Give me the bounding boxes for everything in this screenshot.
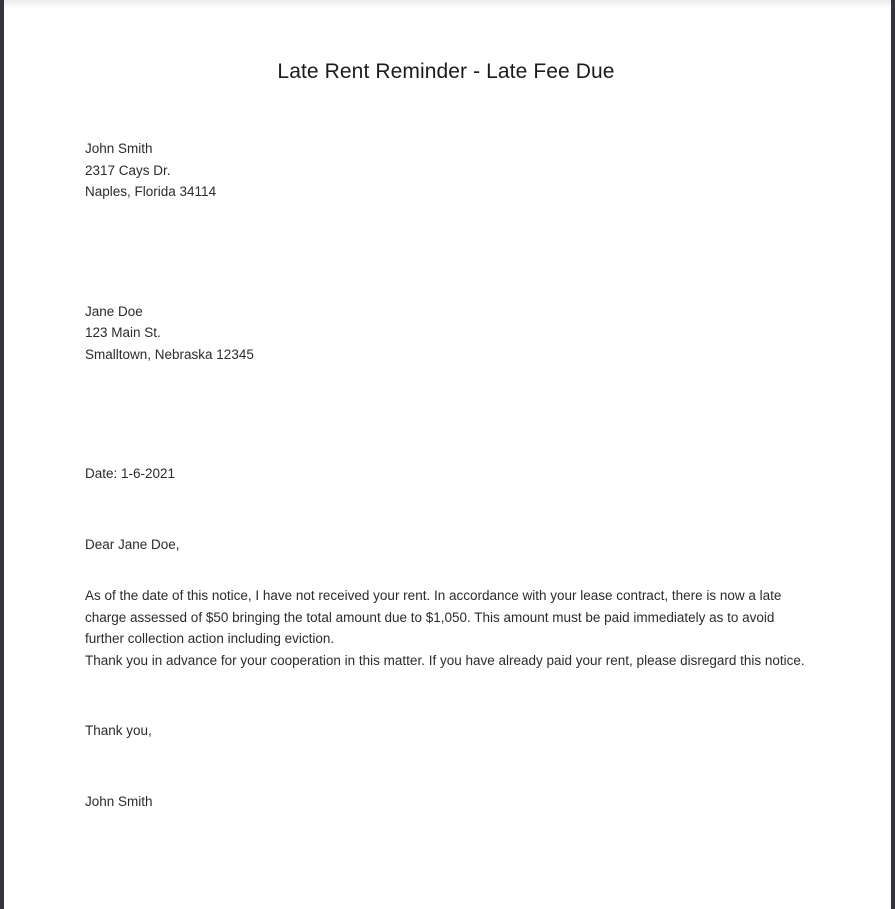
sender-name: John Smith <box>85 141 153 157</box>
date-line: Date: 1-6-2021 <box>85 466 176 482</box>
document-page <box>4 0 891 909</box>
signature-name: John Smith <box>85 793 153 809</box>
recipient-city-state-zip: Smalltown, Nebraska 12345 <box>85 346 254 362</box>
recipient-name: Jane Doe <box>85 303 143 319</box>
letter-content <box>85 0 807 812</box>
body-paragraph-1: As of the date of this notice, I have not received your rent. In accordance with your lease contract, there is now a late charge assessed of $50 bringing the total amount due to $1,050. This amount must be paid immediately as to avoid further collection action including eviction. <box>85 588 782 647</box>
page-title: Late Rent Reminder - Late Fee Due <box>277 60 615 83</box>
sender-city-state-zip: Naples, Florida 34114 <box>85 184 217 200</box>
closing-line: Thank you, <box>85 723 152 739</box>
sender-street: 2317 Cays Dr. <box>85 162 171 178</box>
recipient-address-block <box>85 301 807 366</box>
recipient-street: 123 Main St. <box>85 325 161 341</box>
salutation: Dear Jane Doe, <box>85 536 180 552</box>
letter-body <box>85 585 807 671</box>
sender-address-block <box>85 138 807 203</box>
body-paragraph-2: Thank you in advance for your cooperation in this matter. If you have already paid your rent, please disregard this notice. <box>85 652 805 668</box>
